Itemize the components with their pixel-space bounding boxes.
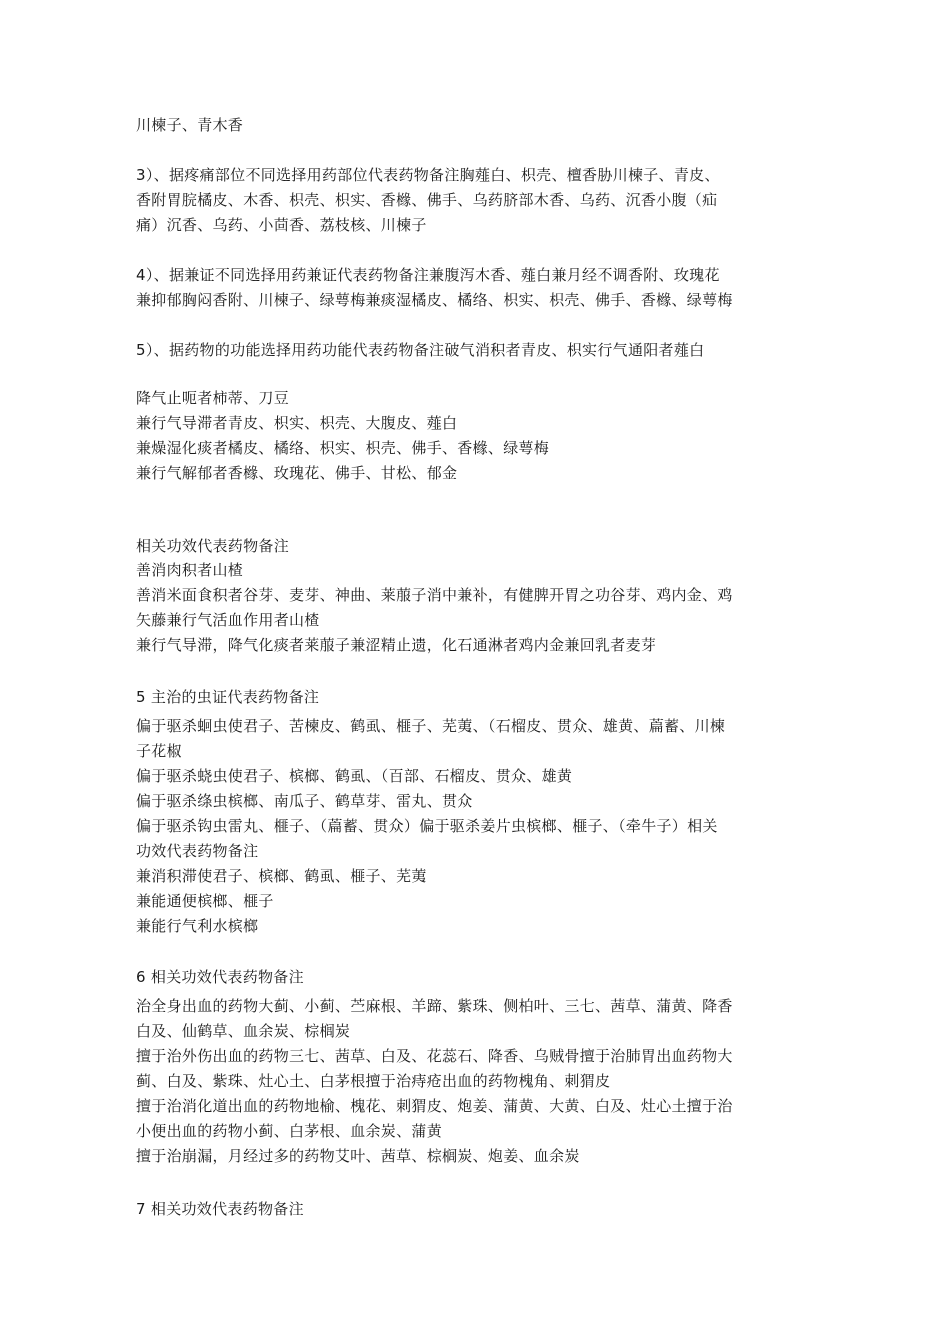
text-line: 偏于驱杀蛲虫使君子、槟榔、鹤虱、（百部、石榴皮、贯众、雄黄: [136, 767, 573, 785]
text-line: 兼行气导滞者青皮、枳实、枳壳、大腹皮、薤白: [136, 414, 458, 432]
text-line: 降气止呃者柿蒂、刀豆: [136, 389, 290, 407]
text-line: 兼消积滞使君子、槟榔、鹤虱、榧子、芜荑: [136, 867, 427, 885]
text-line: 偏于驱杀绦虫槟榔、南瓜子、鹤草芽、雷丸、贯众: [136, 792, 473, 810]
text-line: 偏于驱杀钩虫雷丸、榧子、（萹蓄、贯众）偏于驱杀姜片虫槟榔、榧子、（牵牛子）相关: [136, 817, 718, 835]
text-line: 蓟、白及、紫珠、灶心土、白茅根擅于治痔疮出血的药物槐角、刺猬皮: [136, 1072, 611, 1090]
section-heading: 7 相关功效代表药物备注: [136, 1200, 304, 1218]
text-line: 矢藤兼行气活血作用者山楂: [136, 611, 320, 629]
text-line: 善消肉积者山楂: [136, 561, 244, 579]
text-line: 兼抑郁胸闷香附、川楝子、绿萼梅兼痰湿橘皮、橘络、枳实、枳壳、佛手、香橼、绿萼梅: [136, 291, 733, 309]
text-line: 3）、据疼痛部位不同选择用药部位代表药物备注胸薤白、枳壳、檀香胁川楝子、青皮、: [136, 166, 720, 184]
text-line: 5）、据药物的功能选择用药功能代表药物备注破气消积者青皮、枳实行气通阳者薤白: [136, 341, 705, 359]
text-line: 善消米面食积者谷芽、麦芽、神曲、莱菔子消中兼补，有健脾开胃之功谷芽、鸡内金、鸡: [136, 586, 733, 604]
section-heading: 5 主治的虫证代表药物备注: [136, 688, 320, 706]
text-line: 擅于治外伤出血的药物三七、茜草、白及、花蕊石、降香、乌贼骨擅于治肺胃出血药物大: [136, 1047, 733, 1065]
text-line: 白及、仙鹤草、血余炭、棕榈炭: [136, 1022, 351, 1040]
text-line: 4）、据兼证不同选择用药兼证代表药物备注兼腹泻木香、薤白兼月经不调香附、玫瑰花: [136, 266, 720, 284]
text-line: 兼能通便槟榔、榧子: [136, 892, 274, 910]
text-line: 擅于治消化道出血的药物地榆、槐花、刺猬皮、炮姜、蒲黄、大黄、白及、灶心土擅于治: [136, 1097, 733, 1115]
section-heading: 6 相关功效代表药物备注: [136, 968, 304, 986]
text-line: 痛）沉香、乌药、小茴香、荔枝核、川楝子: [136, 216, 427, 234]
text-line: 兼行气导滞，降气化痰者莱菔子兼涩精止遗，化石通淋者鸡内金兼回乳者麦芽: [136, 636, 657, 654]
text-line: 兼行气解郁者香橼、玫瑰花、佛手、甘松、郁金: [136, 464, 458, 482]
text-line: 偏于驱杀蛔虫使君子、苦楝皮、鹤虱、榧子、芜荑、（石榴皮、贯众、雄黄、萹蓄、川楝: [136, 717, 726, 735]
text-line: 相关功效代表药物备注: [136, 537, 290, 555]
text-line: 香附胃脘橘皮、木香、枳壳、枳实、香橼、佛手、乌药脐部木香、乌药、沉香小腹（疝: [136, 191, 718, 209]
text-line: 治全身出血的药物大蓟、小蓟、苎麻根、羊蹄、紫珠、侧柏叶、三七、茜草、蒲黄、降香: [136, 997, 733, 1015]
text-line: 功效代表药物备注: [136, 842, 259, 860]
text-line: 川楝子、青木香: [136, 116, 244, 134]
text-line: 兼燥湿化痰者橘皮、橘络、枳实、枳壳、佛手、香橼、绿萼梅: [136, 439, 550, 457]
text-line: 子花椒: [136, 742, 182, 760]
text-line: 兼能行气利水槟榔: [136, 917, 259, 935]
text-line: 小便出血的药物小蓟、白茅根、血余炭、蒲黄: [136, 1122, 443, 1140]
text-line: 擅于治崩漏，月经过多的药物艾叶、茜草、棕榈炭、炮姜、血余炭: [136, 1147, 580, 1165]
